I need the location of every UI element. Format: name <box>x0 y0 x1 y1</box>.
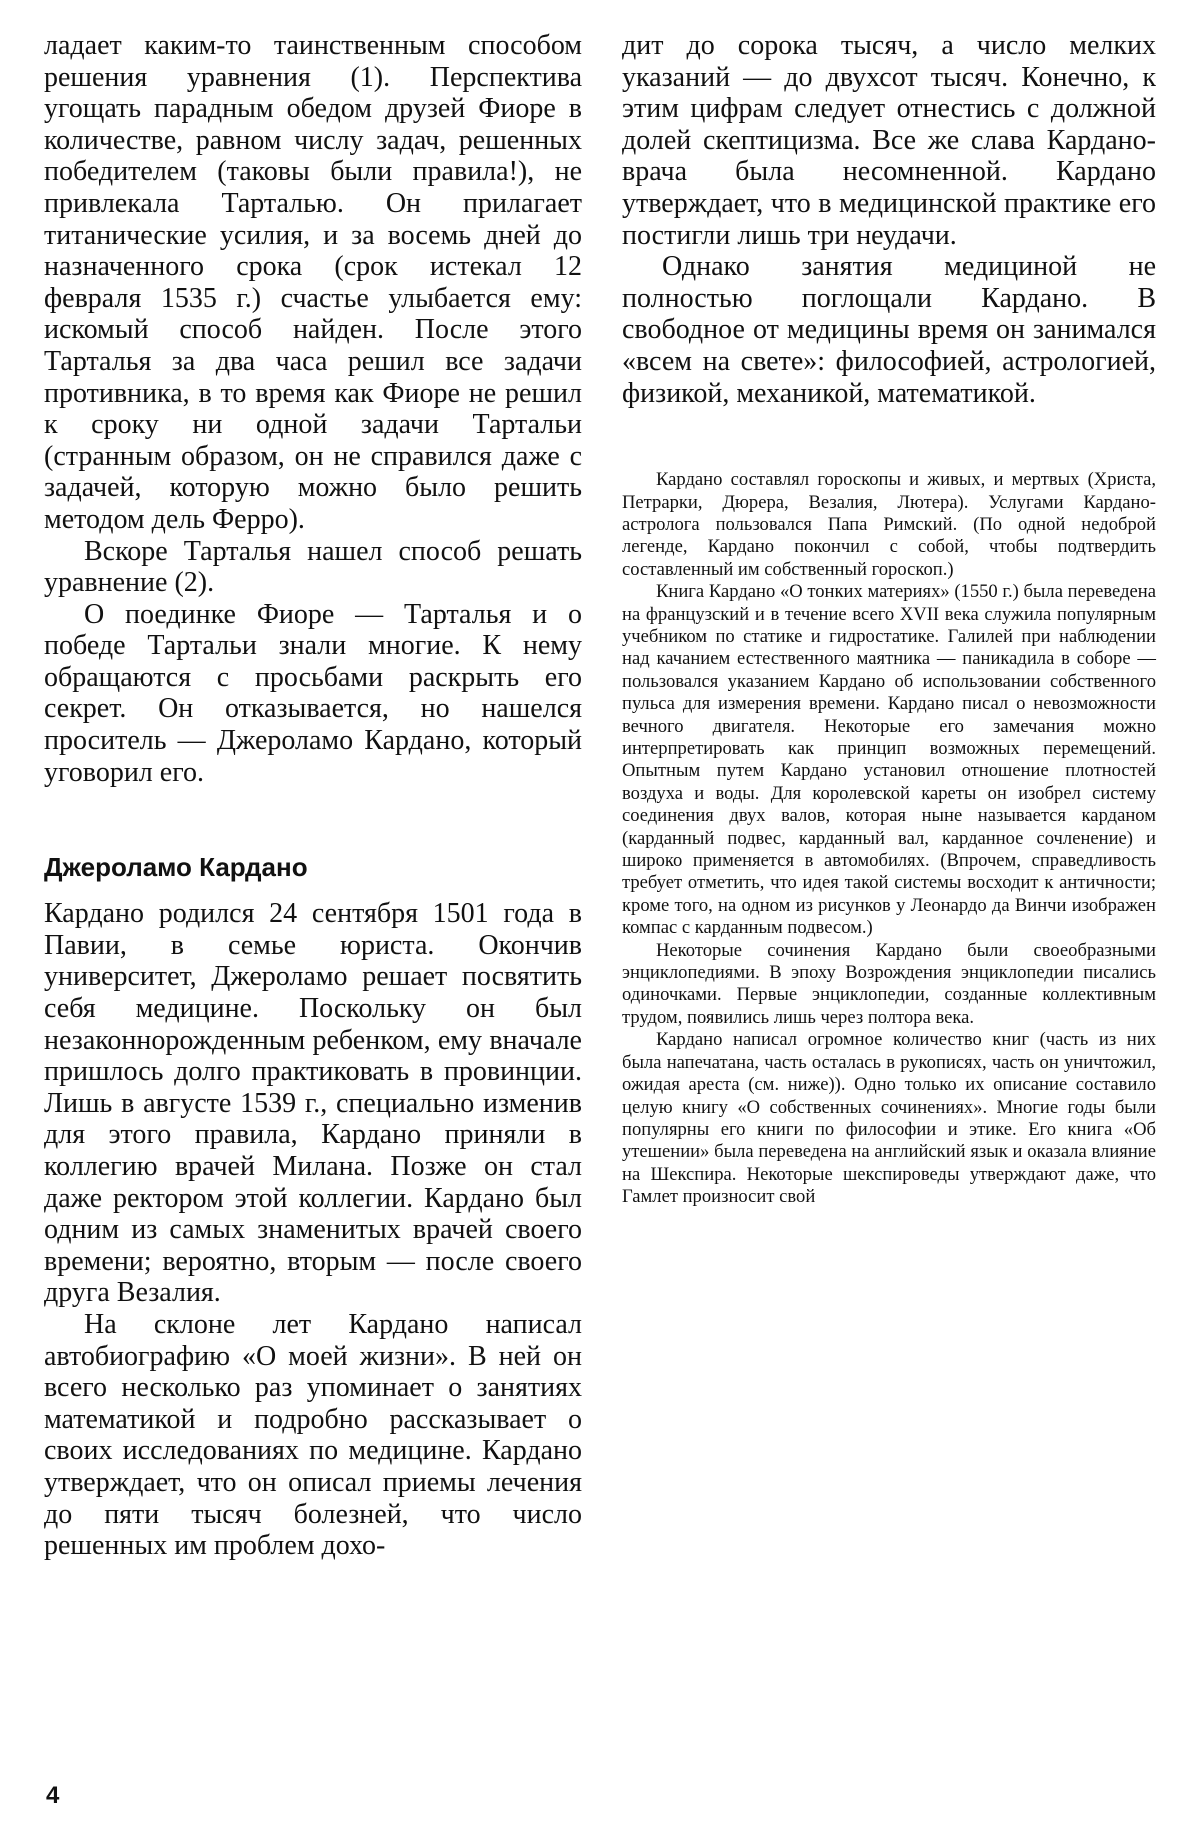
section-heading: Джероламо Кардано <box>44 852 308 883</box>
right-column <box>622 30 1156 1209</box>
note-paragraph: Книга Кардано «О тонких материях» (1550 г.) была переведена на французский и в течение всего XVII века служила популярным учебником по статике и гидростатике. Галилей при наблюдении над качанием естественного маятника — паникадила в соборе — пользовался указанием Кардано об использовании собственного пульса для измерения времени. Кардано писал о невозможности вечного двигателя. Некоторые его замечания можно интерпретировать как принцип возможных перемещений. Опытным путем Кардано установил отношение плотностей воздуха и воды. Для королевской кареты он изобрел систему соединения двух валов, которая ныне называется карданом (карданный подвес, карданный вал, карданное сочленение) и широко применяется в автомобилях. (Впрочем, справедливость требует отметить, что идея такой системы восходит к античности; кроме того, на одном из рисунков у Леонардо да Винчи изображен компас с карданным подвесом.) <box>622 581 1156 939</box>
note-paragraph: Кардано составлял гороскопы и живых, и мертвых (Христа, Петрарки, Дюрера, Везалия, Лютера). Услугами Кардано-астролога пользовался Папа Римский. (По одной недоброй легенде, Кардано покончил с собой, чтобы подтвердить составленный им собственный гороскоп.) <box>622 469 1156 580</box>
note-paragraph: Некоторые сочинения Кардано были своеобразными энциклопедиями. В эпоху Возрождения энциклопедии писались одиночками. Первые энциклопедии, созданные коллективным трудом, появились лишь через полтора века. <box>622 939 1156 1028</box>
body-paragraph: Кардано родился 24 сентября 1501 года в Павии, в семье юриста. Окончив университет, Джероламо решает посвятить себя медицине. Поскольку он был незаконнорожденным ребенком, ему вначале пришлось долго практиковать в провинции. Лишь в августе 1539 г., специально изменив для этого правила, Кардано приняли в коллегию врачей Милана. Позже он стал даже ректором этой коллегии. Кардано был одним из самых знаменитых врачей своего времени; вероятно, вторым — после своего друга Везалия. <box>44 898 582 1309</box>
body-paragraph: Вскоре Тарталья нашел способ решать уравнение (2). <box>44 535 582 599</box>
body-paragraph: дит до сорока тысяч, а число мелких указаний — до двухсот тысяч. Конечно, к этим цифрам следует отнестись с должной долей скептицизма. Все же слава Кардано-врача была несомненной. Кардано утверждает, что в медицинской практике его постигли лишь три неудачи. <box>622 30 1156 251</box>
note-paragraph: Кардано написал огромное количество книг (часть из них была напечатана, часть осталась в рукописях, часть он уничтожил, ожидая ареста (см. ниже)). Одно только их описание составило целую книгу «О собственных сочинениях». Многие годы были популярны его книги по философии и этике. Его книга «Об утешении» была переведена на английский язык и оказала влияние на Шекспира. Некоторые шекспироведы утверждают даже, что Гамлет произносит свой <box>622 1029 1156 1208</box>
body-paragraph: ладает каким-то таинственным способом решения уравнения (1). Перспектива угощать парадным обедом друзей Фиоре в количестве, равном числу задач, решенных победителем (таковы были правила!), не привлекала Тарталью. Он прилагает титанические усилия, и за восемь дней до назначенного срока (срок истекал 12 февраля 1535 г.) счастье улыбается ему: искомый способ найден. После этого Тарталья за два часа решил все задачи противника, в то время как Фиоре не решил к сроку ни одной задачи Тартальи (странным образом, он не справился даже с задачей, которую можно было решить методом дель Ферро). <box>44 30 582 535</box>
left-column <box>44 30 582 1562</box>
body-paragraph: О поединке Фиоре — Тарталья и о победе Тартальи знали многие. К нему обращаются с просьбами раскрыть его секрет. Он отказывается, но нашелся проситель — Джероламо Кардано, который уговорил его. <box>44 598 582 788</box>
body-paragraph: На склоне лет Кардано написал автобиографию «О моей жизни». В ней он всего несколько раз упоминает о занятиях математикой и подробно рассказывает о своих исследованиях по медицине. Кардано утверждает, что он описал приемы лечения до пяти тысяч болезней, что число решенных им проблем дохо- <box>44 1308 582 1562</box>
page-number: 4 <box>46 1782 60 1809</box>
sidebar-notes <box>622 469 1156 1208</box>
body-paragraph: Однако занятия медициной не полностью поглощали Кардано. В свободное от медицины время он занимался «всем на свете»: философией, астрологией, физикой, механикой, математикой. <box>622 251 1156 409</box>
